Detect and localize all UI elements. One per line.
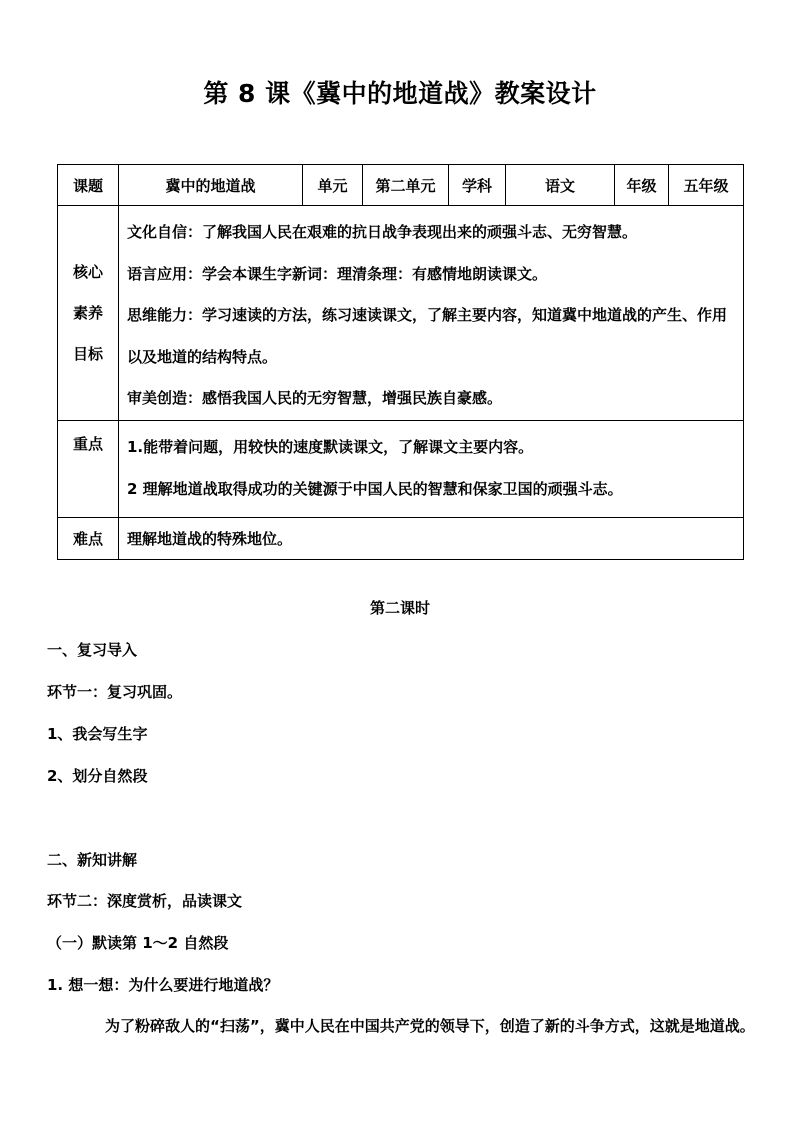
- key-points-row: [58, 421, 744, 518]
- document-title: 第 8 课《冀中的地道战》教案设计: [203, 79, 597, 108]
- lesson-label: 课题: [58, 165, 119, 206]
- key-point-1: 1.能带着问题，用较快的速度默读课文，了解课文主要内容。: [127, 438, 534, 456]
- core-goal-language: 语言应用：学会本课生字新词：理清条理：有感情地朗读课文。: [127, 264, 548, 283]
- unit-value: 第二单元: [363, 165, 449, 206]
- core-goal-thinking: 思维能力：学习速读的方法，练习速读课文，了解主要内容，知道冀中地道战的产生、作用以及地道的结构特点。: [127, 306, 728, 366]
- core-goal-aesthetic: 审美创造：感悟我国人民的无穷智慧，增强民族自豪感。: [127, 389, 503, 407]
- difficulty-row: [58, 518, 744, 560]
- key-points-content: [119, 421, 744, 518]
- lesson-value: 冀中的地道战: [119, 165, 303, 206]
- item-divide-paragraphs: 2、划分自然段: [47, 767, 148, 785]
- subject-label: 学科: [449, 165, 506, 206]
- core-goals-label: 核心 素养 目标: [58, 206, 119, 421]
- subject-value: 语文: [506, 165, 615, 206]
- grade-label: 年级: [615, 165, 669, 206]
- step-one-heading: 环节一：复习巩固。: [47, 683, 183, 701]
- item-write-characters: 1、我会写生字: [47, 725, 148, 743]
- core-goals-row: [58, 206, 744, 421]
- question-one: 1. 想一想：为什么要进行地道战？: [47, 976, 279, 994]
- core-goal-culture: 文化自信：了解我国人民在艰难的抗日战争表现出来的顽强斗志、无穷智慧。: [127, 223, 638, 241]
- part-one-heading: （一）默读第 1～2 自然段: [47, 934, 229, 952]
- difficulty-label: 难点: [58, 518, 119, 560]
- period-heading: 第二课时: [369, 599, 430, 617]
- lesson-info-table: [57, 164, 744, 560]
- section-review-heading: 一、复习导入: [47, 641, 138, 659]
- key-point-2: 2 理解地道战取得成功的关键源于中国人民的智慧和保家卫国的顽强斗志。: [127, 479, 623, 498]
- core-goals-content: [119, 206, 744, 421]
- step-two-heading: 环节二：深度赏析，品读课文: [47, 892, 243, 910]
- table-header-row: [58, 165, 744, 206]
- grade-value: 五年级: [669, 165, 744, 206]
- key-points-label: 重点: [58, 421, 119, 518]
- difficulty-content: 理解地道战的特殊地位。: [119, 518, 744, 560]
- section-new-knowledge-heading: 二、新知讲解: [47, 851, 138, 869]
- answer-paragraph: 为了粉碎敌人的“扫荡”，冀中人民在中国共产党的领导下，创造了新的斗争方式，这就是地道战。: [105, 1017, 755, 1035]
- unit-label: 单元: [303, 165, 363, 206]
